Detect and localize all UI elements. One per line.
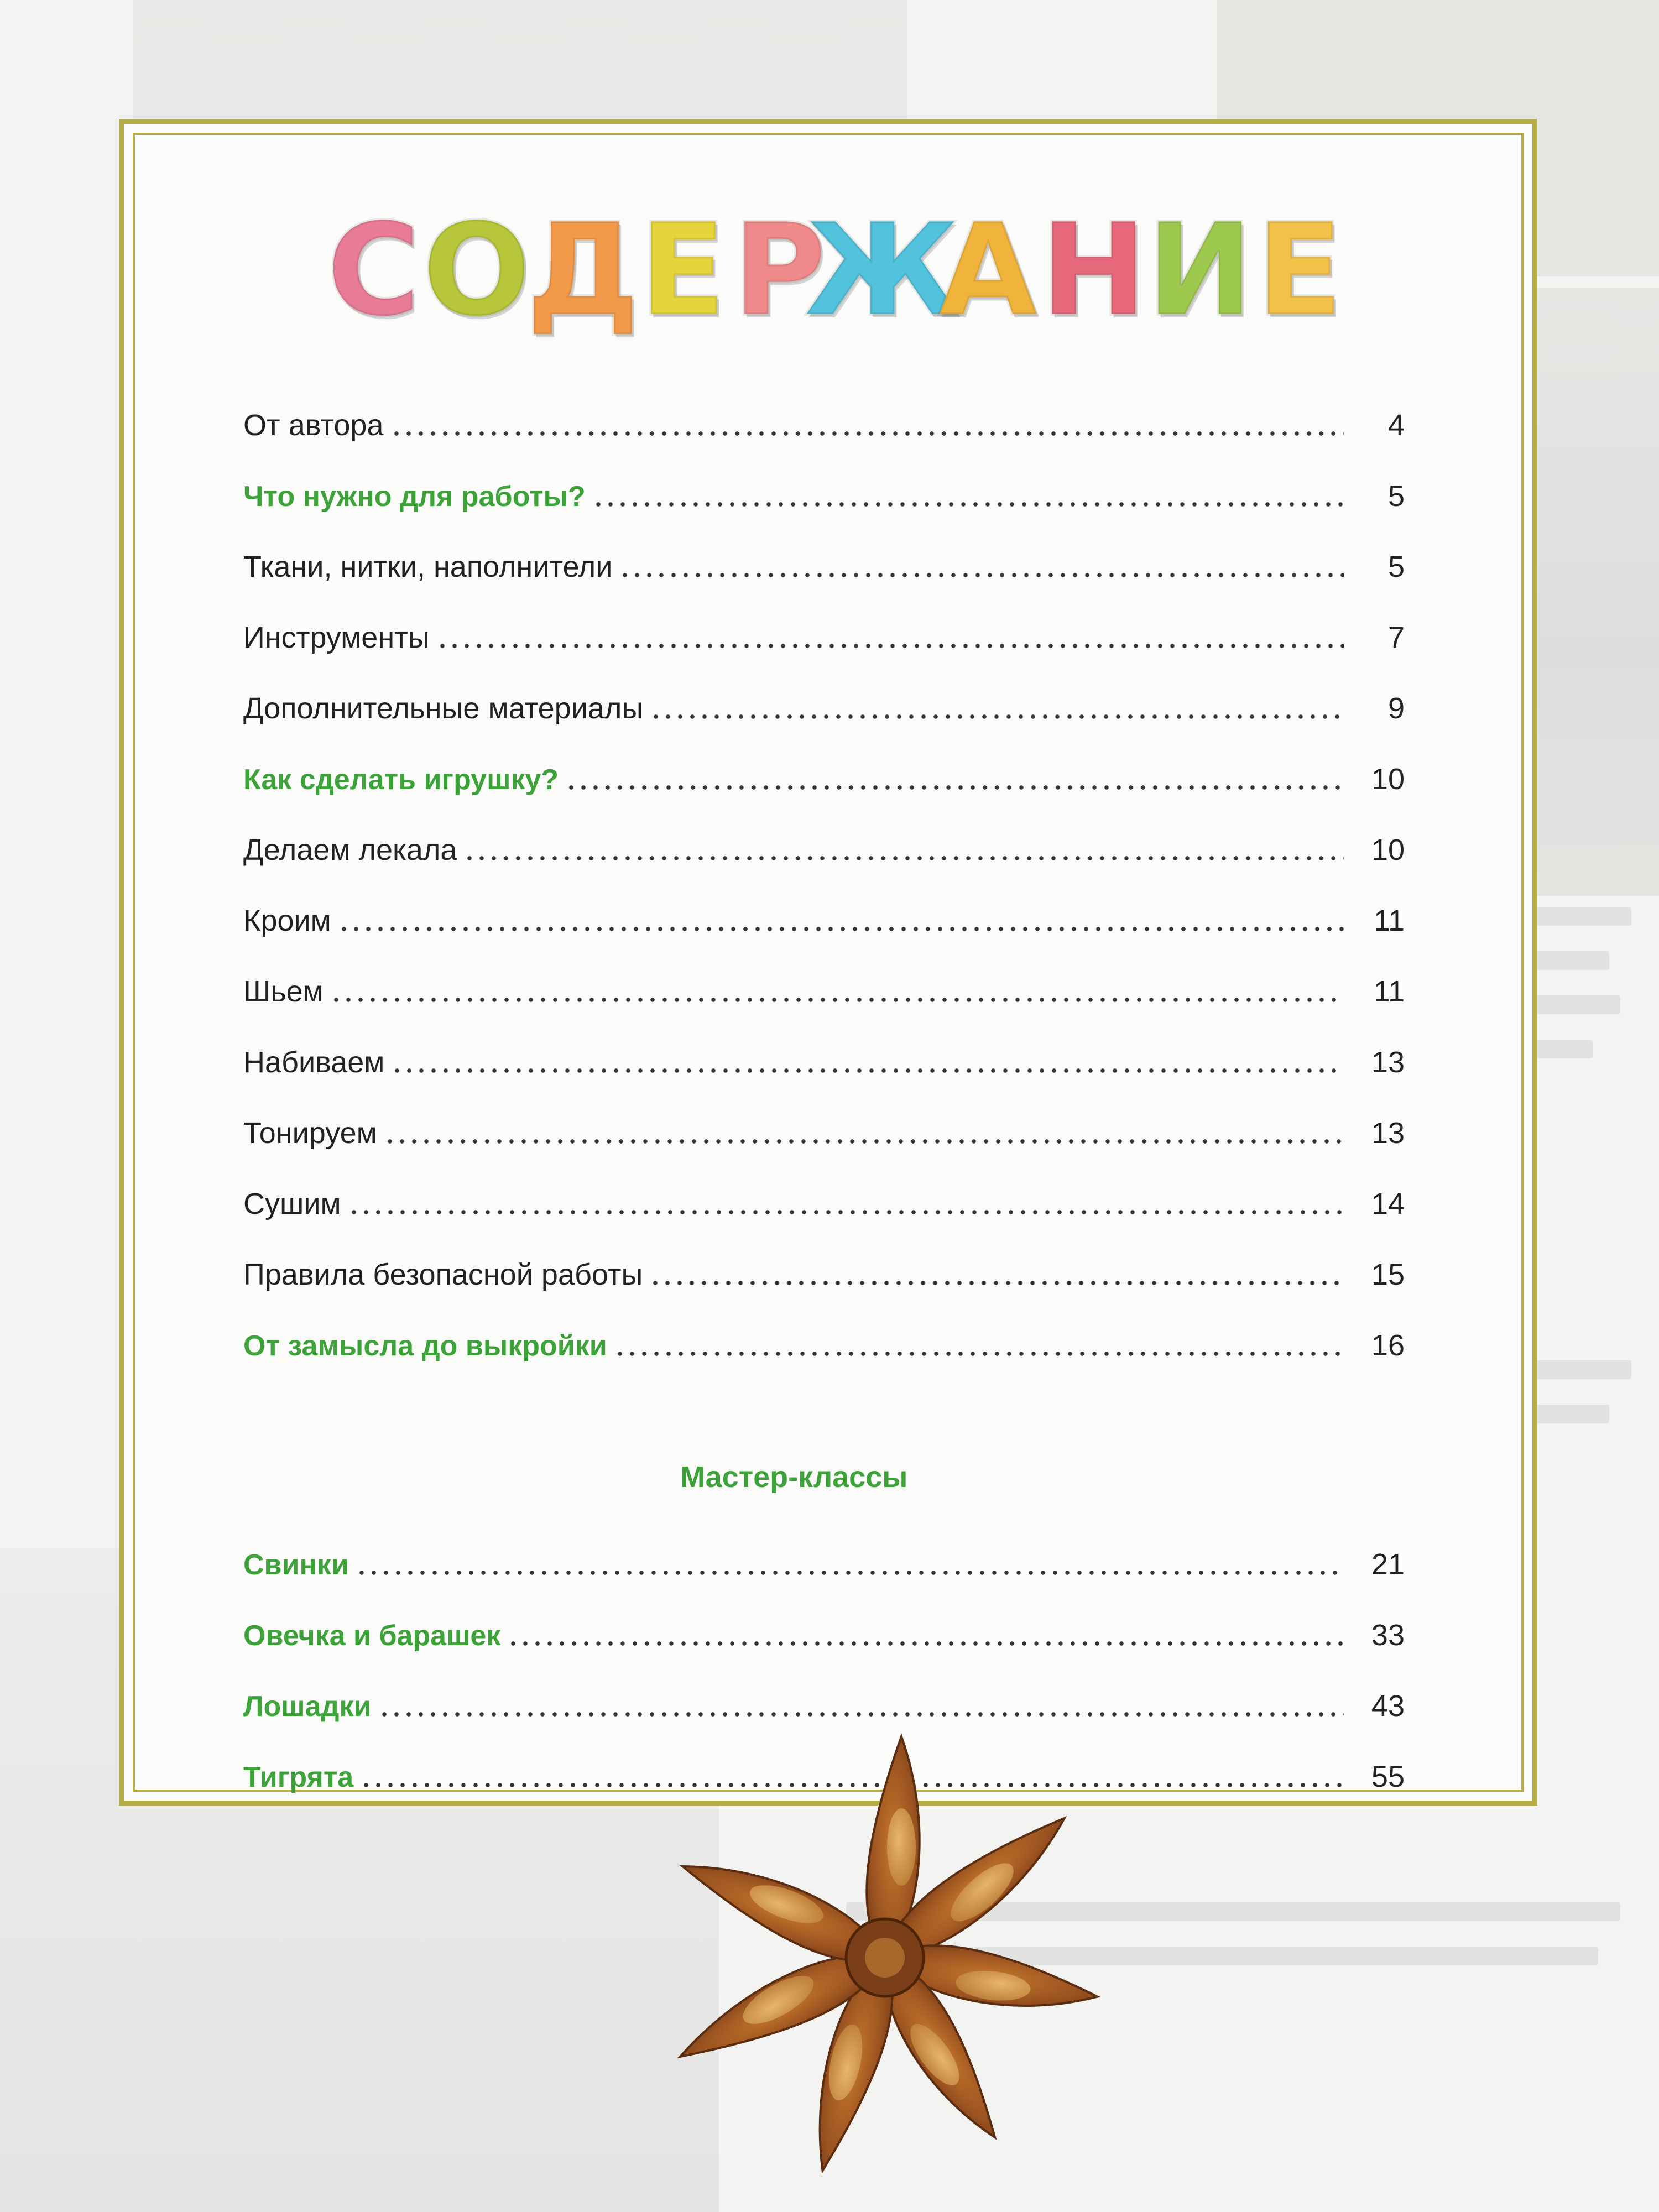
- toc-row[interactable]: [243, 964, 1405, 1009]
- toc-section-label: Овечка и барашек: [243, 1620, 501, 1652]
- title-letter: О: [422, 197, 531, 345]
- toc-page-number: 16: [1371, 1329, 1405, 1362]
- toc-page-number: 9: [1387, 692, 1405, 725]
- masterclass-heading: Мастер-классы: [680, 1460, 908, 1494]
- toc-leader-dots: [592, 502, 1344, 507]
- toc-row[interactable]: [243, 1106, 1405, 1150]
- toc-item-label: Правила безопасной работы: [243, 1258, 643, 1291]
- toc-leader-dots: [463, 856, 1344, 860]
- toc-page-number: 11: [1373, 975, 1405, 1008]
- toc-leader-dots: [348, 1210, 1344, 1214]
- title-letter: Е: [639, 197, 727, 345]
- toc-leader-dots: [436, 644, 1344, 648]
- toc-section-label: Тигрята: [243, 1761, 354, 1793]
- toc-row[interactable]: [243, 894, 1405, 938]
- toc-row[interactable]: [243, 752, 1405, 796]
- toc-leader-dots: [650, 714, 1344, 719]
- toc-page-number: 43: [1371, 1689, 1405, 1723]
- toc-section-label: Как сделать игрушку?: [243, 764, 559, 796]
- toc-page-number: 5: [1387, 479, 1405, 513]
- toc-row[interactable]: [243, 1177, 1405, 1221]
- toc-row[interactable]: [243, 681, 1405, 726]
- title-letter: А: [938, 197, 1037, 345]
- toc-leader-dots: [384, 1139, 1344, 1144]
- toc-page-number: 13: [1371, 1117, 1405, 1150]
- toc-row[interactable]: [243, 1035, 1405, 1079]
- toc-item-label: Дополнительные материалы: [243, 692, 644, 725]
- star-anise-icon: [641, 1720, 1128, 2195]
- toc-row[interactable]: [243, 1679, 1405, 1723]
- toc-item-label: Тонируем: [243, 1117, 377, 1150]
- toc-leader-dots: [649, 1281, 1344, 1285]
- toc-item-label: От автора: [243, 409, 384, 442]
- toc-leader-dots: [614, 1352, 1344, 1356]
- toc-item-label: Кроим: [243, 904, 331, 937]
- title-letter: Ж: [804, 197, 961, 345]
- toc-leader-dots: [356, 1571, 1344, 1575]
- title-letter: Н: [1040, 197, 1147, 345]
- toc-page-number: 4: [1387, 409, 1405, 442]
- toc-row[interactable]: [243, 1537, 1405, 1582]
- toc-page-number: 33: [1371, 1619, 1405, 1652]
- title-letter: Е: [1256, 197, 1343, 345]
- page-title: [327, 197, 1343, 345]
- toc-row[interactable]: [243, 1318, 1405, 1363]
- toc-row[interactable]: [243, 469, 1405, 513]
- toc-page-number: 55: [1371, 1760, 1405, 1793]
- toc-row[interactable]: [243, 540, 1405, 584]
- toc-page-number: 10: [1371, 763, 1405, 796]
- toc-row[interactable]: [243, 611, 1405, 655]
- toc-item-label: Набиваем: [243, 1046, 385, 1079]
- toc-page-number: 10: [1371, 833, 1405, 867]
- toc-section-label: Что нужно для работы?: [243, 481, 586, 513]
- toc-leader-dots: [330, 998, 1344, 1002]
- toc-row[interactable]: [243, 1248, 1405, 1292]
- toc-leader-dots: [391, 1068, 1344, 1073]
- toc-leader-dots: [619, 573, 1344, 577]
- toc-leader-dots: [507, 1641, 1344, 1646]
- toc-item-label: Делаем лекала: [243, 833, 457, 867]
- toc-section-label: От замысла до выкройки: [243, 1330, 607, 1362]
- toc-section-label: Свинки: [243, 1549, 349, 1581]
- toc-leader-dots: [390, 431, 1344, 436]
- toc-leader-dots: [378, 1712, 1344, 1717]
- toc-leader-dots: [565, 785, 1344, 790]
- toc-item-label: Сушим: [243, 1187, 341, 1220]
- toc-item-label: Инструменты: [243, 621, 430, 654]
- toc-page-number: 15: [1371, 1258, 1405, 1291]
- toc-page-number: 5: [1387, 550, 1405, 583]
- toc-item-label: Ткани, нитки, наполнители: [243, 550, 613, 583]
- title-letter: Р: [733, 197, 826, 345]
- title-letter: С: [327, 197, 420, 345]
- title-letter: И: [1146, 197, 1253, 345]
- toc-page-number: 13: [1371, 1046, 1405, 1079]
- title-letter: Д: [526, 197, 640, 345]
- toc-page-number: 21: [1371, 1548, 1405, 1581]
- toc-page-number: 11: [1373, 904, 1405, 937]
- toc-row[interactable]: [243, 823, 1405, 867]
- toc-row[interactable]: [243, 398, 1405, 442]
- toc-page-number: 7: [1387, 621, 1405, 654]
- toc-item-label: Шьем: [243, 975, 324, 1008]
- toc-section-label: Лошадки: [243, 1691, 372, 1723]
- toc-page-number: 14: [1371, 1187, 1405, 1220]
- toc-leader-dots: [338, 927, 1344, 931]
- toc-row[interactable]: [243, 1608, 1405, 1652]
